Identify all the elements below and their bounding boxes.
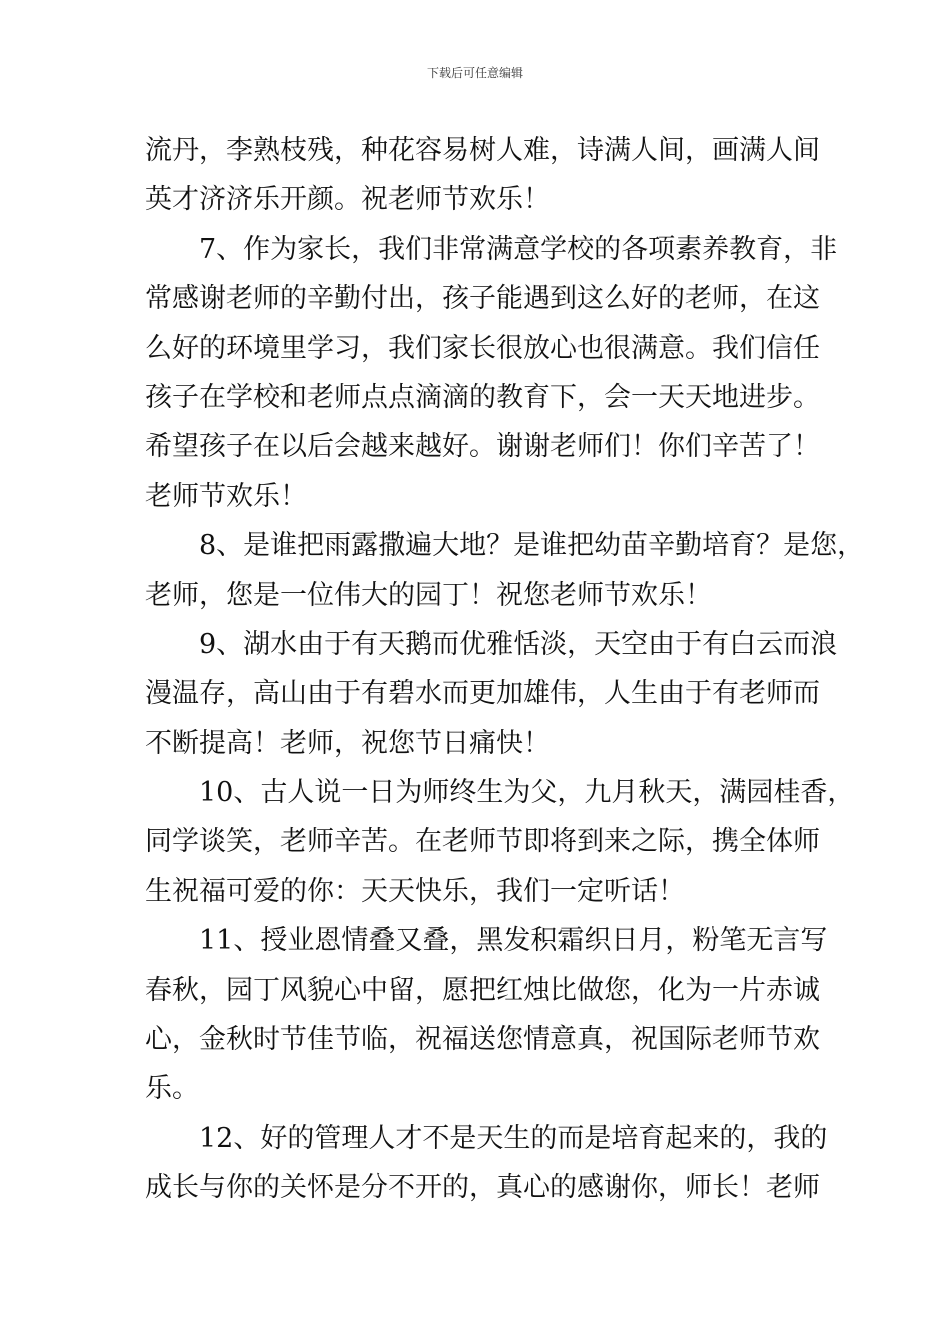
text-line: 漫温存，高山由于有碧水而更加雄伟，人生由于有老师而 — [145, 678, 820, 710]
page-header-note: 下载后可任意编辑 — [426, 66, 523, 80]
text-line: 孩子在学校和老师点点滴滴的教育下，会一天天地进步。 — [145, 381, 820, 413]
paragraph-start-line: 11、授业恩情叠又叠，黑发积霜织日月，粉笔无言写 — [199, 925, 828, 957]
text-line: 老师，您是一位伟大的园丁！祝您老师节欢乐！ — [145, 579, 712, 611]
text-line: 老师节欢乐！ — [145, 480, 307, 512]
text-line: 不断提高！老师，祝您节日痛快！ — [145, 727, 550, 759]
paragraph-start-line: 7、作为家长，我们非常满意学校的各项素养教育，非 — [199, 233, 838, 265]
text-line: 流丹，李熟枝残，种花容易树人难，诗满人间，画满人间 — [145, 135, 820, 166]
text-line: 心，金秋时节佳节临，祝福送您情意真，祝国际老师节欢 — [145, 1024, 820, 1056]
text-line: 常感谢老师的辛勤付出，孩子能遇到这么好的老师，在这 — [145, 283, 820, 315]
paragraph-start-line: 10、古人说一日为师终生为父，九月秋天，满园桂香， — [199, 777, 855, 809]
text-line: 春秋，园丁风貌心中留，愿把红烛比做您，化为一片赤诚 — [145, 974, 820, 1006]
paragraph-start-line: 8、是谁把雨露撒遍大地？是谁把幼苗辛勤培育？是您， — [199, 530, 865, 562]
text-line: 英才济济乐开颜。祝老师节欢乐！ — [145, 184, 550, 216]
text-line: 乐。 — [145, 1073, 199, 1105]
text-line: 同学谈笑，老师辛苦。在老师节即将到来之际，携全体师 — [145, 826, 820, 858]
paragraph-start-line: 9、湖水由于有天鹅而优雅恬淡，天空由于有白云而浪 — [199, 628, 838, 660]
paragraph-start-line: 12、好的管理人才不是天生的而是培育起来的，我的 — [199, 1122, 828, 1154]
document-body — [145, 126, 865, 1213]
text-line: 成长与你的关怀是分不开的，真心的感谢你，师长！老师 — [145, 1172, 820, 1204]
text-line: 希望孩子在以后会越来越好。谢谢老师们！你们辛苦了！ — [145, 431, 820, 463]
text-line: 么好的环境里学习，我们家长很放心也很满意。我们信任 — [145, 332, 820, 364]
text-line: 生祝福可爱的你：天天快乐，我们一定听话！ — [145, 875, 685, 907]
